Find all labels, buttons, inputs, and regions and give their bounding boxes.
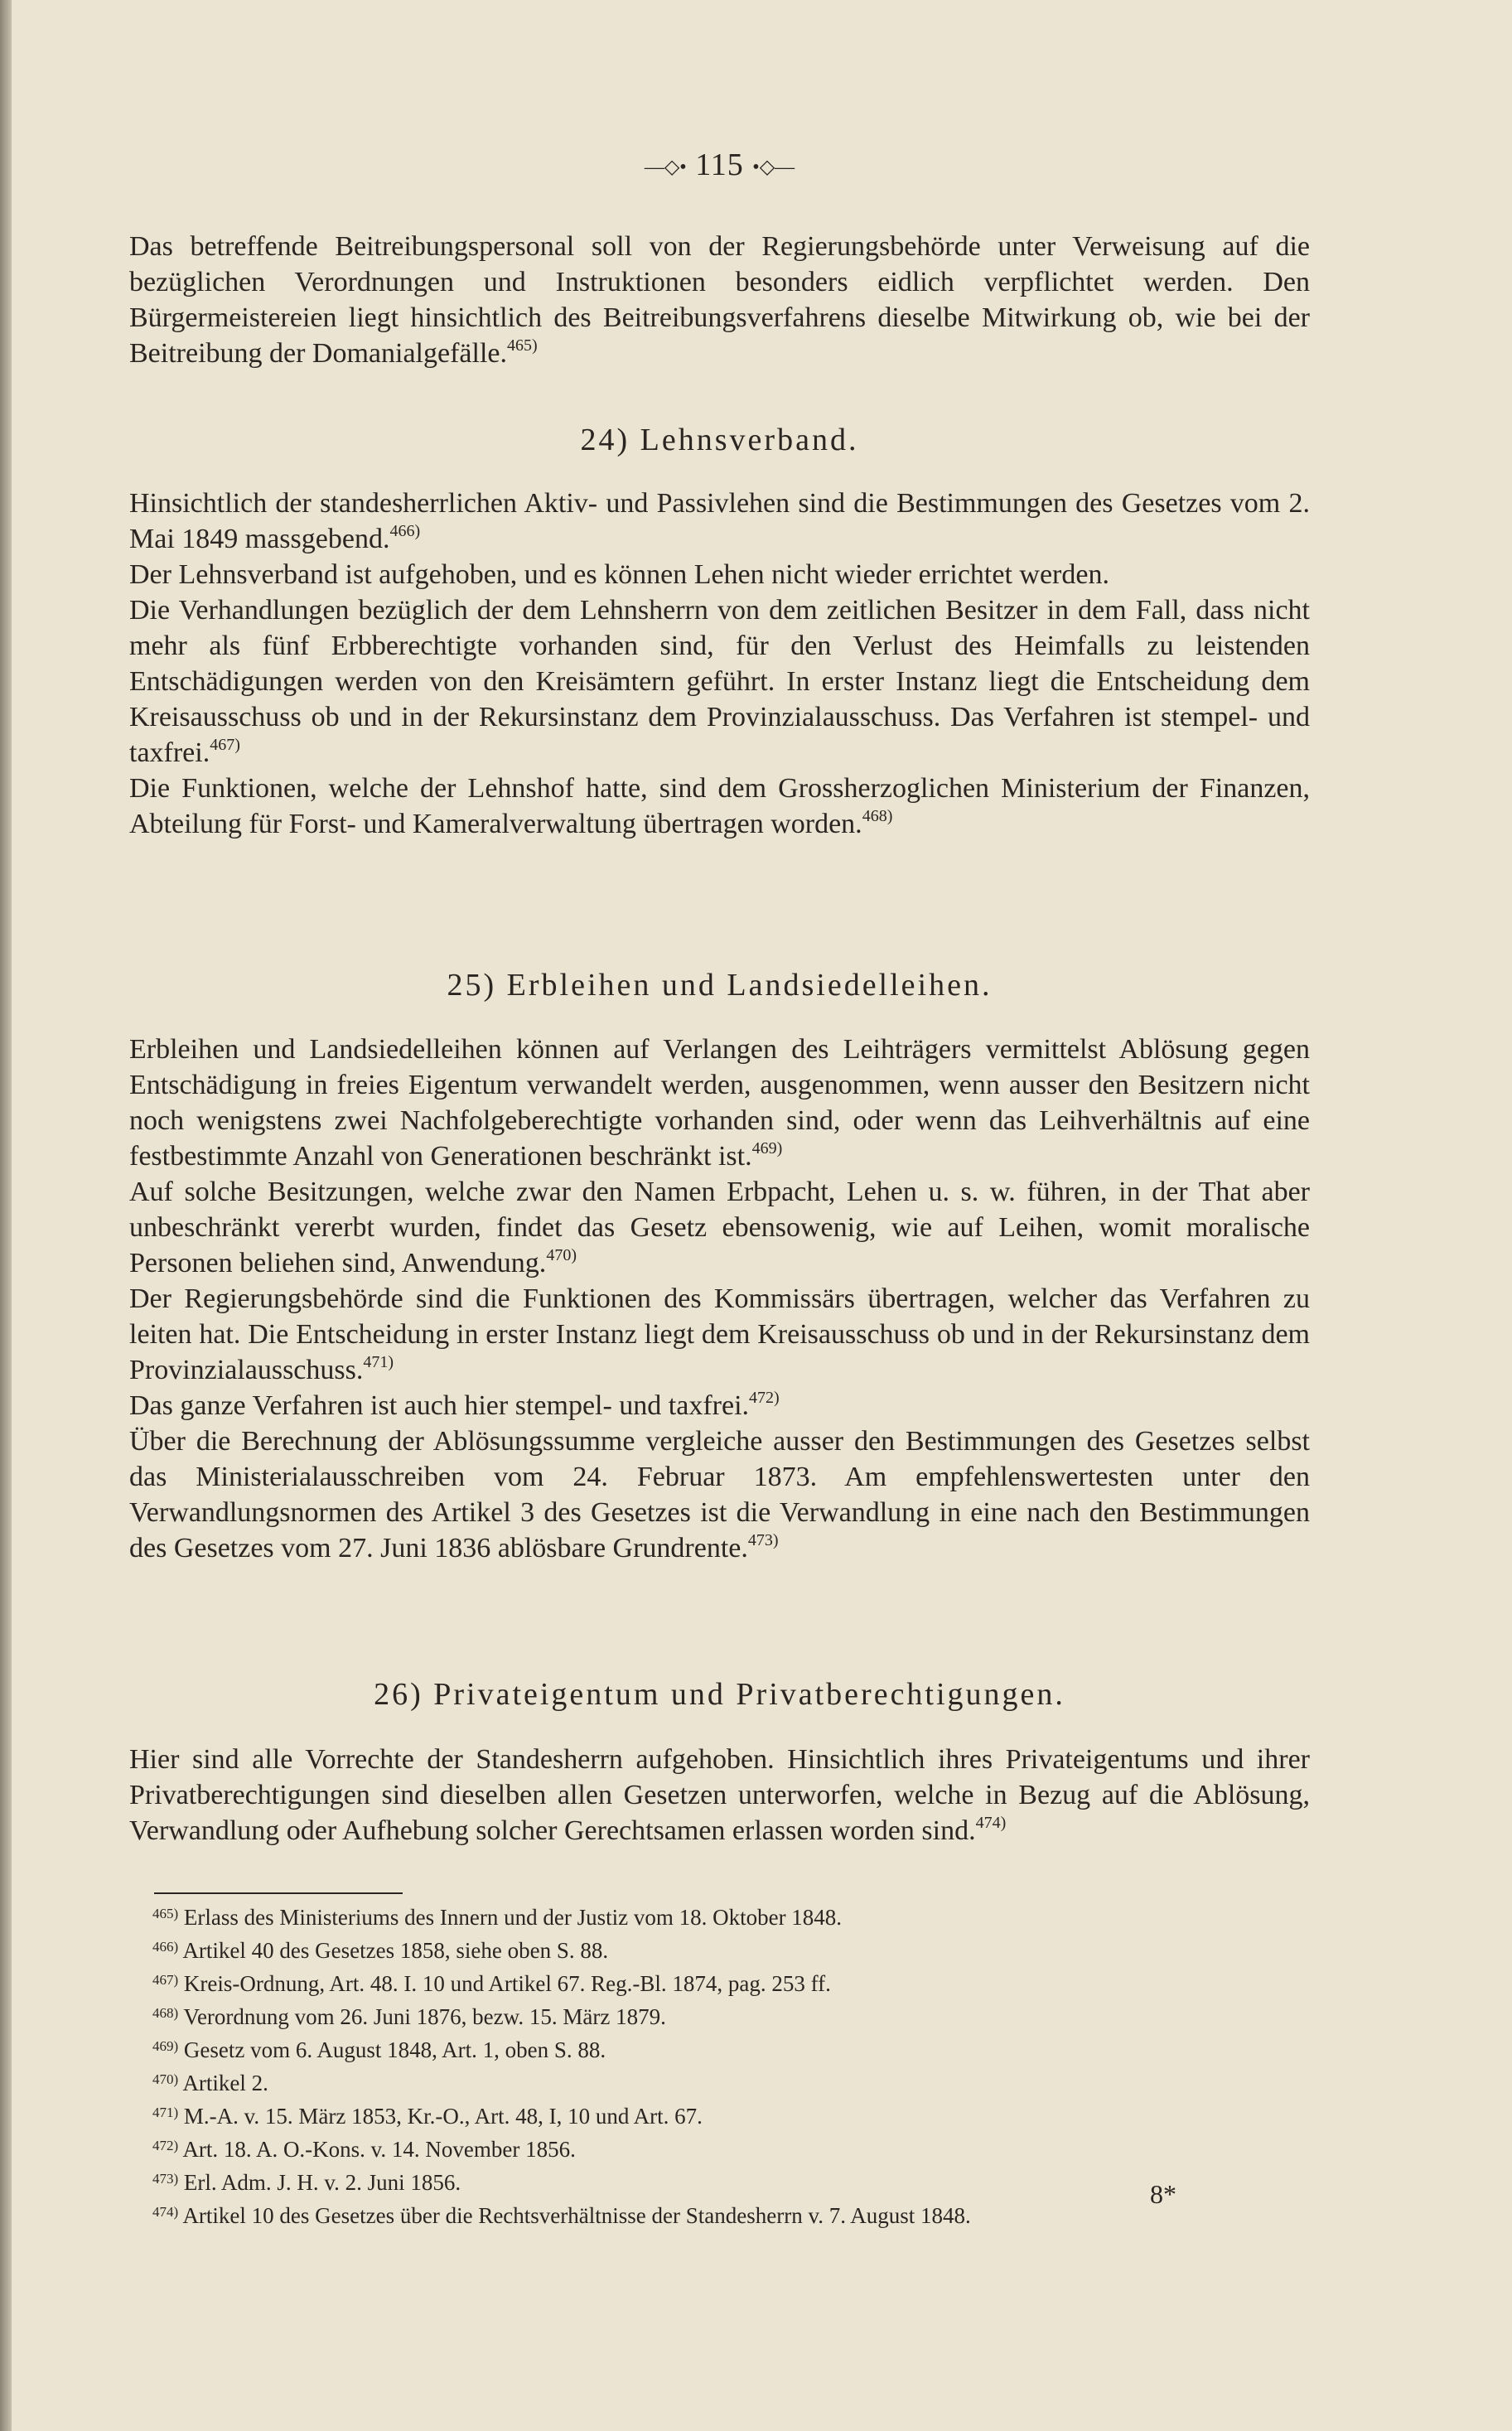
footnote [152, 2098, 1312, 2131]
footnote-number: 471) [152, 2105, 179, 2120]
page-header [129, 147, 1310, 186]
paragraph-text: Hinsichtlich der standesherrlichen Aktiv- und Passivlehen sind die Bestimmungen des Gesetzes vom 2. Mai 1849 massgebend. [129, 488, 1310, 554]
footnote-ref[interactable]: 466) [389, 522, 421, 540]
paragraph-text: Erbleihen und Landsiedelleihen können auf Verlangen des Leihträgers vermittelst Ablösung gegen Entschädigung in freies Eigentum verwandelt werden, ausgenommen, wenn ausser den Besitzern nicht noch wenigstens zwei Nachfolgeberechtigte vorhanden sind, oder wenn das Leihverhältnis auf eine festbestimmte Anzahl von Generationen beschränkt ist. [129, 1034, 1310, 1172]
section-heading-26: 26) Privateigentum und Privatberechtigungen. [374, 1677, 1065, 1712]
footnote-ref[interactable]: 473) [747, 1531, 779, 1549]
footnotes [152, 1899, 1312, 2230]
footnote-text: Erl. Adm. J. H. v. 2. Juni 1856. [183, 2170, 461, 2195]
footnote [152, 1965, 1312, 1998]
paragraph-text: Das betreffende Beitreibungspersonal soll von der Regierungsbehörde unter Verweisung auf die bezüglichen Verordnungen und Instruktionen besonders eidlich verpflichtet werden. Den Bürgermeistereien liegt hinsichtlich des Beitreibungsverfahrens dieselbe Mitwirkung ob, wie bei der Beitreibung der Domanialgefälle. [129, 231, 1310, 369]
footnote [152, 1932, 1312, 1965]
paragraph-text: Auf solche Besitzungen, welche zwar den Namen Erbpacht, Lehen u. s. w. führen, in der That aber unbeschränkt vererbt wurden, findet das Gesetz ebensowenig, wie auf Leihen, womit moralische Personen beliehen sind, Anwendung. [129, 1177, 1310, 1278]
paragraph-text: Die Funktionen, welche der Lehnshof hatte, sind dem Grossherzoglichen Ministerium der Finanzen, Abteilung für Forst- und Kameralverwaltung übertragen worden. [129, 773, 1310, 839]
page-number: 115 [695, 147, 744, 182]
footnote-number: 467) [152, 1972, 179, 1988]
footnote-ref[interactable]: 465) [507, 336, 538, 355]
paragraph-text: Die Verhandlungen bezüglich der dem Lehnsherrn von dem zeitlichen Besitzer in dem Fall, dass nicht mehr als fünf Erbberechtigte vorhanden sind, für den Verlust des Heimfalls zu leistenden Entschädigungen werden von den Kreisämtern geführt. In erster Instanz liegt die Entscheidung dem Kreisausschuss ob und in der Rekursinstanz dem Provinzialausschuss. Das Verfahren ist stempel- und taxfrei. [129, 595, 1310, 768]
footnote [152, 2065, 1312, 2098]
section-24-body [129, 486, 1310, 842]
footnote-ref[interactable]: 468) [862, 807, 893, 825]
footnote [152, 2032, 1312, 2065]
header-ornament-right: •◇— [752, 156, 795, 178]
footnote-number: 474) [152, 2204, 179, 2220]
section-heading-25: 25) Erbleihen und Landsiedelleihen. [447, 968, 993, 1003]
footnote-text: Verordnung vom 26. Juni 1876, bezw. 15. März 1879. [183, 2004, 666, 2029]
footnote-number: 470) [152, 2071, 179, 2087]
paragraph-text: Der Lehnsverband ist aufgehoben, und es können Lehen nicht wieder errichtet werden. [129, 559, 1109, 590]
footnote-text: M.-A. v. 15. März 1853, Kr.-O., Art. 48, I, 10 und Art. 67. [183, 2104, 703, 2129]
section-25-body [129, 1032, 1310, 1566]
header-ornament-left: —◇• [644, 156, 687, 178]
section-26-body [129, 1742, 1310, 1849]
footnote-ref[interactable]: 470) [546, 1246, 577, 1264]
footnote-number: 466) [152, 1939, 179, 1955]
footnote-text: Artikel 2. [182, 2071, 268, 2095]
footnote-text: Artikel 40 des Gesetzes 1858, siehe oben S. 88. [182, 1938, 609, 1963]
footnote-ref[interactable]: 472) [749, 1389, 780, 1407]
book-spine-edge [0, 0, 12, 2431]
footnote-number: 465) [152, 1906, 179, 1921]
footnote-number: 472) [152, 2138, 179, 2153]
footnote [152, 2197, 1312, 2230]
footnote-number: 468) [152, 2005, 179, 2021]
footnote-ref[interactable]: 474) [975, 1814, 1007, 1832]
footnote-text: Art. 18. A. O.-Kons. v. 14. November 1856. [182, 2137, 576, 2162]
footnote-number: 473) [152, 2171, 179, 2187]
footnote-text: Kreis-Ordnung, Art. 48. I. 10 und Artikel 67. Reg.-Bl. 1874, pag. 253 ff. [183, 1971, 831, 1996]
footnote [152, 2131, 1312, 2164]
paragraph-text: Über die Berechnung der Ablösungssumme vergleiche ausser den Bestimmungen des Gesetzes selbst das Ministerialausschreiben vom 24. Februar 1873. Am empfehlenswertesten unter den Verwandlungsnormen des Artikel 3 des Gesetzes ist die Verwandlung in eine nach den Bestimmungen des Gesetzes vom 27. Juni 1836 ablösbare Grundrente. [129, 1426, 1310, 1563]
footnote-number: 469) [152, 2038, 179, 2054]
footnote-text: Gesetz vom 6. August 1848, Art. 1, oben S. 88. [183, 2037, 606, 2062]
paragraph-text: Das ganze Verfahren ist auch hier stempel- und taxfrei. [129, 1390, 750, 1421]
footnote [152, 1899, 1312, 1932]
intro-paragraph [129, 229, 1310, 371]
footnote-ref[interactable]: 471) [363, 1353, 394, 1371]
footnote [152, 2164, 1312, 2197]
paragraph-text: Hier sind alle Vorrechte der Standesherrn aufgehoben. Hinsichtlich ihres Privateigentums und ihrer Privatberechtigungen sind dieselben allen Gesetzen unterworfen, welche in Bezug auf die Ablösung, Verwandlung oder Aufhebung solcher Gerechtsamen erlassen worden sind. [129, 1744, 1310, 1846]
footnote-ref[interactable]: 467) [210, 736, 240, 754]
footnote-text: Erlass des Ministeriums des Innern und der Justiz vom 18. Oktober 1848. [183, 1905, 843, 1930]
paragraph-text: Der Regierungsbehörde sind die Funktionen des Kommissärs übertragen, welcher das Verfahren zu leiten hat. Die Entscheidung in erster Instanz liegt dem Kreisausschuss ob und in der Rekursinstanz dem Provinzialausschuss. [129, 1283, 1310, 1385]
footnote-text: Artikel 10 des Gesetzes über die Rechtsverhältnisse der Standesherrn v. 7. August 1848. [182, 2203, 971, 2228]
scanned-page [12, 0, 1512, 2431]
footnote-separator [154, 1892, 403, 1894]
section-heading-24: 24) Lehnsverband. [580, 423, 859, 457]
footnote-ref[interactable]: 469) [751, 1139, 783, 1158]
signature-mark: 8* [1150, 2179, 1176, 2209]
footnote [152, 1998, 1312, 2032]
